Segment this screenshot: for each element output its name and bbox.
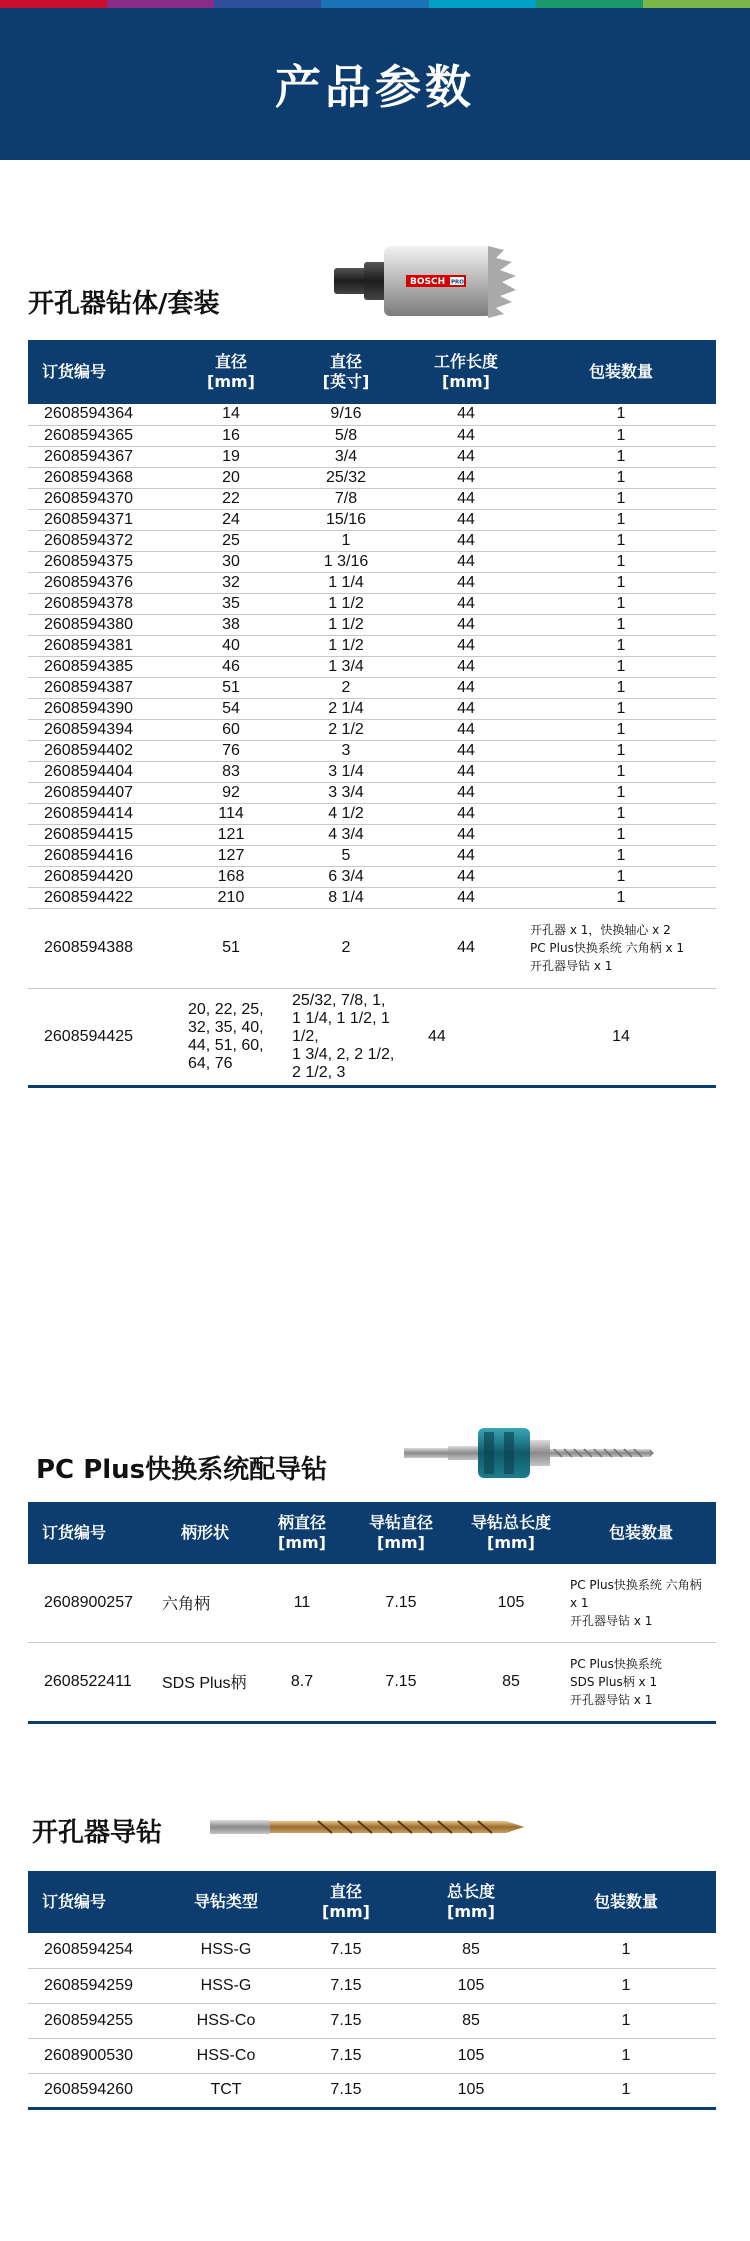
pack-qty-cell: 1	[526, 761, 716, 782]
table-header-row	[28, 1502, 716, 1564]
dia-inch-cell: 1	[286, 530, 406, 551]
dia-inch-cell: 1 1/2	[286, 614, 406, 635]
order-no-cell: 2608594414	[28, 803, 176, 824]
table-row	[28, 824, 716, 845]
pack-qty-cell: 1	[536, 2038, 716, 2073]
col-header-order-no: 订货编号	[28, 1871, 166, 1933]
order-no-cell: 2608594367	[28, 446, 176, 467]
order-no-cell: 2608594260	[28, 2073, 166, 2108]
pack-qty-cell: 1	[526, 845, 716, 866]
dia-mm-cell: 83	[176, 761, 286, 782]
order-no-cell: 2608594402	[28, 740, 176, 761]
pilot-length-cell: 85	[456, 1642, 566, 1722]
order-no-cell: 2608594425	[28, 988, 176, 1086]
page-header	[0, 8, 750, 160]
pack-qty-cell: 1	[526, 656, 716, 677]
order-no-cell: 2608594422	[28, 887, 176, 908]
dia-mm-cell: 16	[176, 425, 286, 446]
dia-mm-cell: 46	[176, 656, 286, 677]
length-cell: 44	[406, 988, 526, 1086]
dia-inch-cell: 1 3/16	[286, 551, 406, 572]
dia-mm-cell: 25	[176, 530, 286, 551]
table-row	[28, 635, 716, 656]
dia-inch-cell: 4 1/2	[286, 803, 406, 824]
col-header-order-no: 订货编号	[28, 1502, 152, 1564]
table-row	[28, 404, 716, 425]
pilot-type-cell: HSS-Co	[166, 2003, 286, 2038]
order-no-cell: 2608594407	[28, 782, 176, 803]
table-row	[28, 1642, 716, 1722]
dia-mm-cell: 210	[176, 887, 286, 908]
col-header-pack-qty: 包装数量	[566, 1502, 716, 1564]
table-row	[28, 1564, 716, 1642]
hole-saw-image	[328, 228, 528, 332]
length-cell: 44	[406, 698, 526, 719]
col-header-shank-dia: 柄直径 [mm]	[258, 1502, 346, 1564]
total-length-cell: 105	[406, 1968, 536, 2003]
total-length-cell: 85	[406, 2003, 536, 2038]
shank-dia-cell: 8.7	[258, 1642, 346, 1722]
stripe-segment	[643, 0, 750, 8]
table-row	[28, 1968, 716, 2003]
table-row	[28, 845, 716, 866]
table-row	[28, 782, 716, 803]
dia-inch-cell: 25/32, 7/8, 1, 1 1/4, 1 1/2, 1 1/2, 1 3/4, 2, 2 1/2, 2 1/2, 3	[286, 988, 406, 1086]
dia-mm-cell: 114	[176, 803, 286, 824]
col-header-pack-qty: 包装数量	[536, 1871, 716, 1933]
pro-badge-text: PRO	[451, 279, 464, 286]
dia-mm-cell: 127	[176, 845, 286, 866]
table-row	[28, 740, 716, 761]
length-cell: 44	[406, 488, 526, 509]
length-cell: 44	[406, 551, 526, 572]
pack-qty-cell: 1	[526, 509, 716, 530]
section-title-pilot-drill: 开孔器导钻	[32, 1818, 163, 1848]
total-length-cell: 105	[406, 2038, 536, 2073]
length-cell: 44	[406, 509, 526, 530]
order-no-cell: 2608594364	[28, 404, 176, 425]
length-cell: 44	[406, 572, 526, 593]
length-cell: 44	[406, 635, 526, 656]
length-cell: 44	[406, 866, 526, 887]
total-length-cell: 85	[406, 1933, 536, 1968]
dia-inch-cell: 8 1/4	[286, 887, 406, 908]
pack-qty-cell: 1	[526, 866, 716, 887]
table-row	[28, 425, 716, 446]
order-no-cell: 2608594388	[28, 908, 176, 988]
table-row	[28, 2073, 716, 2108]
order-no-cell: 2608594381	[28, 635, 176, 656]
dia-mm-cell: 168	[176, 866, 286, 887]
table-row	[28, 446, 716, 467]
order-no-cell: 2608900530	[28, 2038, 166, 2073]
length-cell: 44	[406, 782, 526, 803]
table-row	[28, 530, 716, 551]
dia-mm-cell: 32	[176, 572, 286, 593]
dia-mm-cell: 20	[176, 467, 286, 488]
length-cell: 44	[406, 887, 526, 908]
dia-inch-cell: 3 1/4	[286, 761, 406, 782]
table-row	[28, 866, 716, 887]
order-no-cell: 2608594259	[28, 1968, 166, 2003]
pack-qty-cell: 1	[526, 782, 716, 803]
order-no-cell: 2608594376	[28, 572, 176, 593]
stripe-segment	[107, 0, 214, 8]
dia-inch-cell: 3/4	[286, 446, 406, 467]
table-row	[28, 509, 716, 530]
order-no-cell: 2608594375	[28, 551, 176, 572]
dia-mm-cell: 14	[176, 404, 286, 425]
pilot-type-cell: HSS-G	[166, 1933, 286, 1968]
dia-mm-cell: 22	[176, 488, 286, 509]
pilot-drill-image	[206, 1808, 528, 1846]
pack-qty-cell: 1	[526, 635, 716, 656]
pack-qty-cell: 1	[526, 446, 716, 467]
col-header-working-length: 工作长度 [mm]	[406, 340, 526, 404]
pack-qty-cell: 1	[526, 719, 716, 740]
dia-inch-cell: 3 3/4	[286, 782, 406, 803]
pack-qty-cell: 1	[526, 740, 716, 761]
dia-mm-cell: 7.15	[286, 1968, 406, 2003]
length-cell: 44	[406, 446, 526, 467]
order-no-cell: 2608594416	[28, 845, 176, 866]
order-no-cell: 2608594372	[28, 530, 176, 551]
order-no-cell: 2608594404	[28, 761, 176, 782]
table-row	[28, 488, 716, 509]
dia-mm-cell: 30	[176, 551, 286, 572]
stripe-segment	[0, 0, 107, 8]
table-header-row	[28, 1871, 716, 1933]
order-no-cell: 2608522411	[28, 1642, 152, 1722]
col-header-order-no: 订货编号	[28, 340, 176, 404]
table-row	[28, 2038, 716, 2073]
dia-inch-cell: 1 3/4	[286, 656, 406, 677]
dia-mm-cell: 121	[176, 824, 286, 845]
shank-type-cell: SDS Plus柄	[152, 1642, 258, 1722]
page-title: 产品参数	[275, 60, 475, 114]
dia-inch-cell: 5/8	[286, 425, 406, 446]
order-no-cell: 2608594368	[28, 467, 176, 488]
order-no-cell: 2608594380	[28, 614, 176, 635]
pack-qty-cell: 1	[526, 572, 716, 593]
section-title-hole-saw: 开孔器钻体/套装	[28, 289, 220, 319]
pilot-type-cell: HSS-G	[166, 1968, 286, 2003]
table-row	[28, 1933, 716, 1968]
stripe-segment	[429, 0, 536, 8]
section-title-pc-plus: PC Plus快换系统配导钻	[36, 1455, 328, 1485]
table-row	[28, 467, 716, 488]
pack-qty-cell: 1	[536, 1968, 716, 2003]
col-header-pilot-length: 导钻总长度 [mm]	[456, 1502, 566, 1564]
col-header-shank-type: 柄形状	[152, 1502, 258, 1564]
dia-inch-cell: 2 1/4	[286, 698, 406, 719]
length-cell: 44	[406, 803, 526, 824]
order-no-cell: 2608594365	[28, 425, 176, 446]
table-header-row	[28, 340, 716, 404]
dia-inch-cell: 5	[286, 845, 406, 866]
dia-mm-cell: 35	[176, 593, 286, 614]
col-header-dia-mm: 直径 [mm]	[176, 340, 286, 404]
order-no-cell: 2608594378	[28, 593, 176, 614]
table-row	[28, 2003, 716, 2038]
dia-mm-cell: 38	[176, 614, 286, 635]
order-no-cell: 2608594415	[28, 824, 176, 845]
dia-mm-cell: 7.15	[286, 2003, 406, 2038]
bosch-logo-text: BOSCH	[410, 277, 446, 287]
order-no-cell: 2608594387	[28, 677, 176, 698]
length-cell: 44	[406, 845, 526, 866]
pilot-drill-spec-table	[28, 1871, 716, 2110]
pack-qty-cell: 1	[526, 488, 716, 509]
pack-qty-cell: 1	[526, 551, 716, 572]
pack-qty-cell: 1	[526, 677, 716, 698]
dia-mm-cell: 54	[176, 698, 286, 719]
table-row	[28, 887, 716, 908]
stripe-segment	[536, 0, 643, 8]
dia-inch-cell: 25/32	[286, 467, 406, 488]
col-header-dia-inch: 直径 [英寸]	[286, 340, 406, 404]
pack-qty-cell: 1	[526, 425, 716, 446]
shank-type-cell: 六角柄	[152, 1564, 258, 1642]
pack-qty-cell: 1	[526, 530, 716, 551]
col-header-dia-mm: 直径 [mm]	[286, 1871, 406, 1933]
table-row	[28, 614, 716, 635]
pack-qty-cell: 1	[536, 2003, 716, 2038]
order-no-cell: 2608594385	[28, 656, 176, 677]
dia-inch-cell: 6 3/4	[286, 866, 406, 887]
order-no-cell: 2608900257	[28, 1564, 152, 1642]
pc-plus-spec-table	[28, 1502, 716, 1724]
length-cell: 44	[406, 656, 526, 677]
col-header-pilot-dia: 导钻直径 [mm]	[346, 1502, 456, 1564]
pack-qty-cell: 1	[526, 467, 716, 488]
table-row	[28, 803, 716, 824]
length-cell: 44	[406, 404, 526, 425]
length-cell: 44	[406, 614, 526, 635]
length-cell: 44	[406, 467, 526, 488]
dia-mm-cell: 76	[176, 740, 286, 761]
pack-qty-cell: PC Plus快换系统 SDS Plus柄 x 1 开孔器导钻 x 1	[566, 1642, 716, 1722]
length-cell: 44	[406, 908, 526, 988]
pack-qty-cell: 1	[526, 614, 716, 635]
length-cell: 44	[406, 593, 526, 614]
dia-mm-cell: 40	[176, 635, 286, 656]
order-no-cell: 2608594420	[28, 866, 176, 887]
dia-inch-cell: 2 1/2	[286, 719, 406, 740]
length-cell: 44	[406, 761, 526, 782]
length-cell: 44	[406, 719, 526, 740]
pilot-type-cell: HSS-Co	[166, 2038, 286, 2073]
top-color-stripe	[0, 0, 750, 8]
length-cell: 44	[406, 677, 526, 698]
total-length-cell: 105	[406, 2073, 536, 2108]
pack-qty-cell: 1	[526, 698, 716, 719]
dia-inch-cell: 1 1/4	[286, 572, 406, 593]
table-row-set	[28, 908, 716, 988]
order-no-cell: 2608594254	[28, 1933, 166, 1968]
pack-qty-cell: 1	[536, 2073, 716, 2108]
pack-qty-cell: 1	[526, 803, 716, 824]
table-row	[28, 677, 716, 698]
pilot-type-cell: TCT	[166, 2073, 286, 2108]
dia-inch-cell: 1 1/2	[286, 593, 406, 614]
order-no-cell: 2608594370	[28, 488, 176, 509]
pc-plus-arbor-image	[404, 1418, 654, 1488]
pilot-dia-cell: 7.15	[346, 1642, 456, 1722]
order-no-cell: 2608594394	[28, 719, 176, 740]
length-cell: 44	[406, 740, 526, 761]
table-row	[28, 698, 716, 719]
pack-qty-cell: 1	[526, 404, 716, 425]
pilot-length-cell: 105	[456, 1564, 566, 1642]
pack-qty-cell: 1	[526, 824, 716, 845]
order-no-cell: 2608594390	[28, 698, 176, 719]
stripe-segment	[214, 0, 321, 8]
table-row-set	[28, 988, 716, 1086]
table-row	[28, 593, 716, 614]
dia-inch-cell: 2	[286, 908, 406, 988]
length-cell: 44	[406, 425, 526, 446]
dia-inch-cell: 2	[286, 677, 406, 698]
dia-mm-cell: 24	[176, 509, 286, 530]
table-row	[28, 761, 716, 782]
table-row	[28, 719, 716, 740]
dia-mm-cell: 19	[176, 446, 286, 467]
dia-inch-cell: 9/16	[286, 404, 406, 425]
pilot-dia-cell: 7.15	[346, 1564, 456, 1642]
dia-inch-cell: 15/16	[286, 509, 406, 530]
dia-inch-cell: 3	[286, 740, 406, 761]
order-no-cell: 2608594371	[28, 509, 176, 530]
shank-dia-cell: 11	[258, 1564, 346, 1642]
dia-mm-cell: 20, 22, 25, 32, 35, 40, 44, 51, 60, 64, 76	[176, 988, 286, 1086]
table-row	[28, 572, 716, 593]
dia-mm-cell: 7.15	[286, 2073, 406, 2108]
order-no-cell: 2608594255	[28, 2003, 166, 2038]
pack-qty-cell: 1	[526, 887, 716, 908]
dia-mm-cell: 92	[176, 782, 286, 803]
dia-mm-cell: 51	[176, 677, 286, 698]
hole-saw-spec-table	[28, 340, 716, 1088]
col-header-total-length: 总长度 [mm]	[406, 1871, 536, 1933]
dia-mm-cell: 7.15	[286, 1933, 406, 1968]
dia-mm-cell: 51	[176, 908, 286, 988]
length-cell: 44	[406, 530, 526, 551]
col-header-pack-qty: 包装数量	[526, 340, 716, 404]
table-row	[28, 551, 716, 572]
dia-mm-cell: 7.15	[286, 2038, 406, 2073]
dia-inch-cell: 7/8	[286, 488, 406, 509]
length-cell: 44	[406, 824, 526, 845]
dia-mm-cell: 60	[176, 719, 286, 740]
pack-qty-cell: 1	[526, 593, 716, 614]
dia-inch-cell: 4 3/4	[286, 824, 406, 845]
stripe-segment	[321, 0, 428, 8]
table-row	[28, 656, 716, 677]
pack-qty-cell: 开孔器 x 1，快换轴心 x 2 PC Plus快换系统 六角柄 x 1 开孔器导钻 x 1	[526, 908, 716, 988]
dia-inch-cell: 1 1/2	[286, 635, 406, 656]
pack-qty-cell: 14	[526, 988, 716, 1086]
col-header-pilot-type: 导钻类型	[166, 1871, 286, 1933]
pack-qty-cell: PC Plus快换系统 六角柄 x 1 开孔器导钻 x 1	[566, 1564, 716, 1642]
pack-qty-cell: 1	[536, 1933, 716, 1968]
